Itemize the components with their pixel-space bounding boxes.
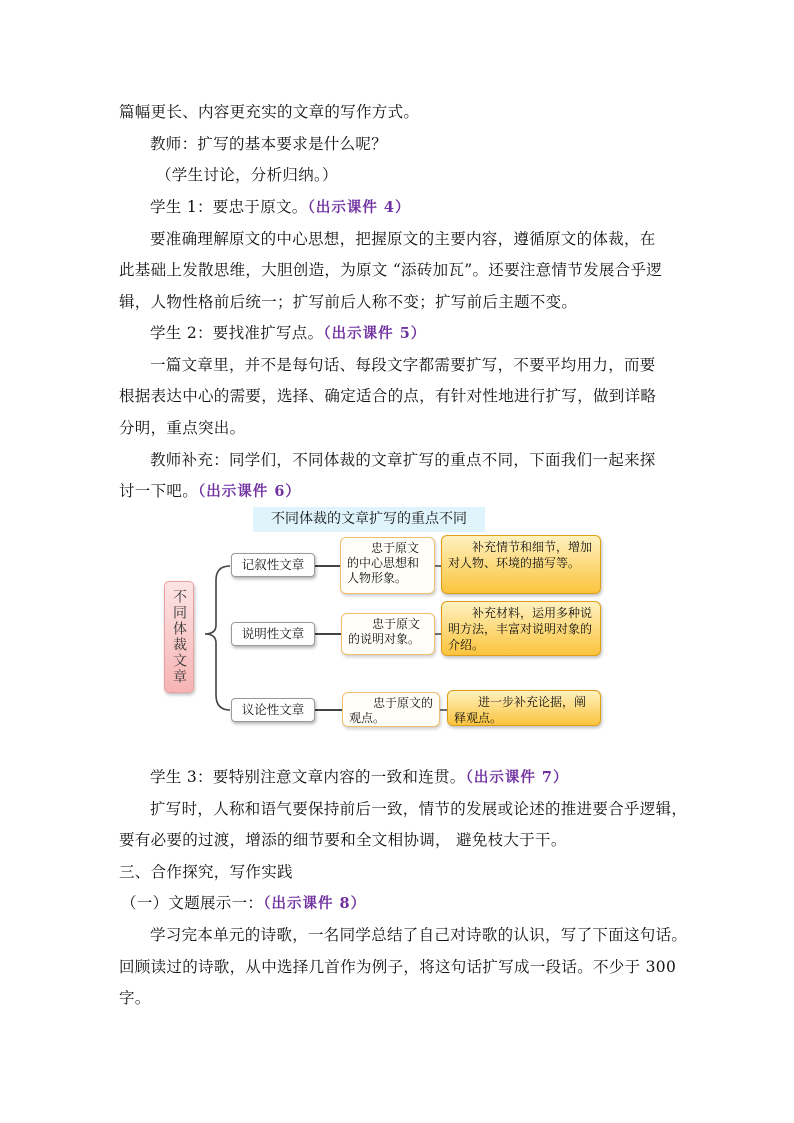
paragraph: 篇幅更长、内容更充实的文章的写作方式。: [119, 103, 420, 121]
discussion-note: （学生讨论，分析归纳。）: [156, 166, 338, 184]
paragraph-line: 扩写时，人称和语气要保持前后一致，情节的发展或论述的推进要合乎逻辑，: [150, 800, 688, 818]
courseware-cue: （出示课件 8）: [263, 895, 367, 912]
courseware-cue: （出示课件 6）: [198, 483, 301, 500]
paragraph-line: 教师补充：同学们，不同体裁的文章扩写的重点不同，下面我们一起来探: [150, 451, 656, 469]
principle-expository: 忠于原文的说明对象。: [341, 613, 435, 655]
courseware-cue: （出示课件 4）: [307, 199, 411, 216]
teacher-question: 教师：扩写的基本要求是什么呢？: [150, 135, 388, 153]
paragraph-text: 讨一下吧。: [119, 482, 199, 500]
section-heading: 三、合作探究，写作实践: [119, 863, 293, 881]
paragraph-line: 分明，重点突出。: [119, 419, 246, 437]
paragraph-line: 一篇文章里，并不是每句话、每段文字都需要扩写，不要平均用力，而要: [150, 356, 656, 374]
student-2-text: 学生 2：要找准扩写点。: [150, 324, 324, 342]
root-label: 不同体裁文章: [171, 589, 187, 685]
principle-narrative: 忠于原文的中心思想和人物形象。: [340, 537, 435, 594]
diagram-title: 不同体裁的文章扩写的重点不同: [253, 507, 485, 532]
paragraph-line: 回顾读过的诗歌，从中选择几首作为例子，将这句话扩写成一段话。不少于 300: [119, 958, 677, 976]
focus-expository: 补充材料，运用多种说明方法，丰富对说明对象的介绍。: [441, 601, 601, 656]
diagram-root-node: [164, 581, 194, 693]
category-argumentative: 议论性文章: [231, 698, 315, 722]
category-expository: 说明性文章: [231, 622, 315, 646]
student-1-text: 学生 1：要忠于原文。: [150, 198, 308, 216]
paragraph-line: 学习完本单元的诗歌，一名同学总结了自己对诗歌的认识，写了下面这句话。: [150, 926, 688, 944]
category-narrative: 记叙性文章: [231, 553, 315, 577]
prompt-heading-text: （一）文题展示一：: [121, 894, 264, 912]
paragraph-line: 要有必要的过渡，增添的细节要和全文相协调， 避免枝大于干。: [119, 831, 567, 849]
focus-narrative: 补充情节和细节，增加对人物、环境的描写等。: [441, 535, 601, 594]
student-3-line: [150, 767, 568, 788]
paragraph-line: 此基础上发散思维，大胆创造，为原文 “添砖加瓦”。还要注意情节发展合乎逻: [119, 261, 663, 279]
focus-argumentative: 进一步补充论据，阐释观点。: [447, 690, 601, 726]
prompt-heading: [121, 893, 366, 914]
student-3-text: 学生 3：要特别注意文章内容的一致和连贯。: [150, 768, 466, 786]
bracket-brace: [205, 566, 230, 710]
paragraph-line: 辑，人物性格前后统一；扩写前后人称不变；扩写前后主题不变。: [119, 293, 578, 311]
paragraph-line: 要准确理解原文的中心思想，把握原文的主要内容，遵循原文的体裁，在: [150, 230, 656, 248]
paragraph-line: 字。: [119, 989, 151, 1007]
courseware-cue: （出示课件 7）: [465, 769, 569, 786]
paragraph-line: 根据表达中心的需要，选择、确定适合的点，有针对性地进行扩写，做到详略: [119, 387, 657, 405]
courseware-cue: （出示课件 5）: [323, 325, 427, 342]
principle-argumentative: 忠于原文的观点。: [342, 692, 440, 727]
